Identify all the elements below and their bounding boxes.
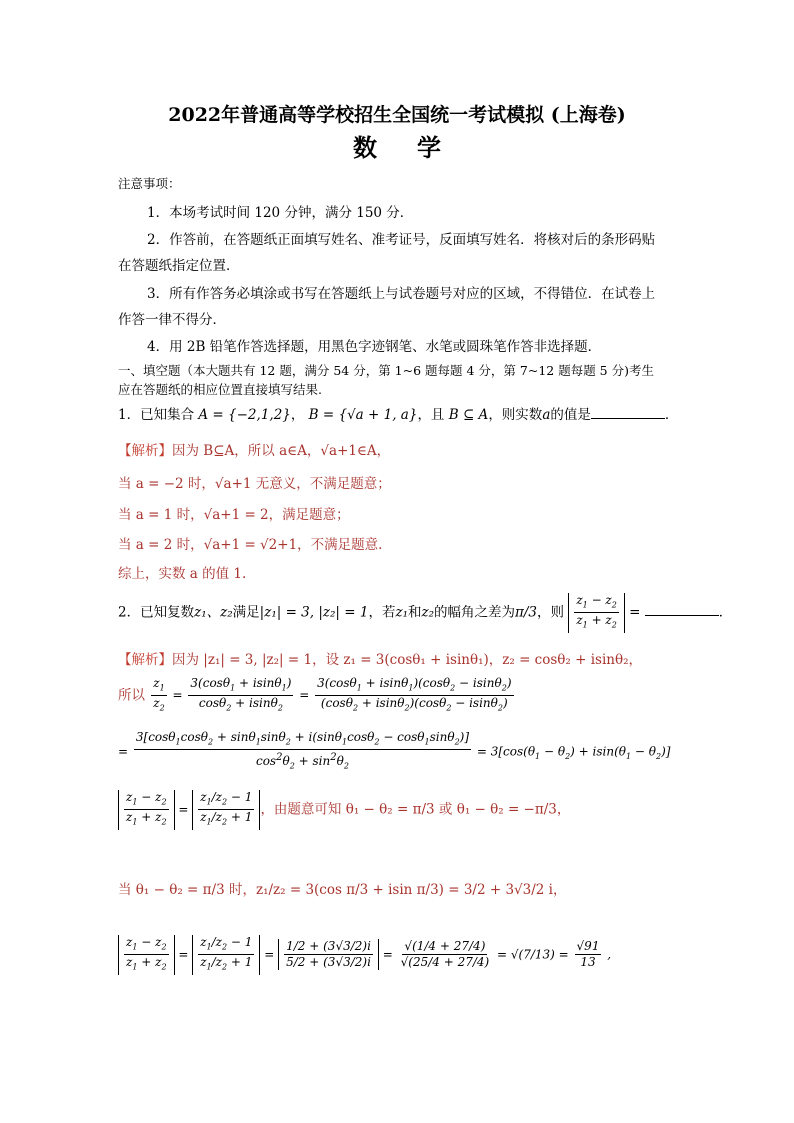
q2-solution-2: 所以 $\frac{z_1}{z_2}$ = $\frac{3(\cos\theta_1 + isin\theta_1)}{\cos\theta_2 + isin\theta_2}$ = $\frac{3(\cos\theta_1 + isin\theta_1)(\cos\theta_2 - isin\theta_2)}{(\cos\theta_2 + isin\theta_2)(\cos\theta_2 - isin\theta_2)}$: [118, 676, 512, 713]
note-item-4: 4．用 2B 铅笔作答选择题，用黑色字迹钢笔、水笔或圆珠笔作答非选择题．: [147, 339, 602, 355]
set-a: A = {−2,1,2}: [198, 407, 291, 423]
answer-blank-2: [645, 602, 719, 616]
q1-solution-1: 【解析】因为 B⊆A，所以 a∈A，√a+1∈A，: [118, 443, 391, 459]
answer-blank: [591, 405, 665, 419]
exam-title: 2022年普通高等学校招生全国统一考试模拟 (上海卷): [168, 104, 626, 126]
section-heading-line2: 应在答题纸的相应位置直接填写结果.: [118, 382, 322, 397]
q1-solution-3: 当 a = 1 时，√a+1 = 2，满足题意；: [118, 507, 350, 523]
section-heading-line1: 一、填空题（本大题共有 12 题，满分 54 分，第 1~6 题每题 4 分，第 7~12 题每题 5 分)考生: [118, 363, 654, 378]
q2-solution-3: = $\frac{3[\cos\theta_1\cos\theta_2 + \sin\theta_1\sin\theta_2 + i(\sin\theta_1\cos\theta_2 - \cos\theta_1\sin\theta_2)]}{\cos^2\theta_2 + \sin^2\theta_2}$ = $3[\cos(\theta_1 - \theta_2) + isin(\theta_1 - \theta_2)]$: [118, 730, 671, 771]
note-item-3a: 3．所有作答务必填涂或书写在答题纸上与试卷题号对应的区域，不得错位．在试卷上: [147, 286, 656, 302]
q1-solution-2: 当 a = −2 时，√a+1 无意义，不满足题意；: [118, 476, 391, 492]
subject-title: 数学: [353, 133, 481, 162]
q2-solution-6: $\frac{z_1 - z_2}{z_1 + z_2}$ = $\frac{z_1/z_2 - 1}{z_1/z_2 + 1}$ = $\frac{1/2 + (3√3/2)i}{5/2 + (3√3/2)i}$ = $\frac{√(1/4 + 27/4)}{√(25/4 + 27/4)}$ = √(7/13) = $\frac{√91}{13}$ ,: [118, 935, 611, 975]
modulus-ratio: $\frac{z_1 - z_2}{z_1 + z_2}$: [568, 593, 625, 633]
question-2: 2．已知复数z₁、z₂满足|z₁| = 3, |z₂| = 1，若z₁和z₂的幅角之差为π/3，则 $\frac{z_1 - z_2}{z_1 + z_2}$ = ．: [118, 593, 732, 633]
note-item-1: 1．本场考试时间 120 分钟，满分 150 分．: [147, 205, 414, 221]
q2-solution-1: 【解析】因为 |z₁| = 3, |z₂| = 1，设 z₁ = 3(cosθ₁ + isinθ₁)，z₂ = cosθ₂ + isinθ₂，: [118, 652, 643, 668]
set-b: B = {√a + 1, a}: [308, 407, 418, 423]
q1-solution-5: 综上，实数 a 的值 1.: [118, 566, 247, 582]
notes-heading: 注意事项：: [118, 176, 181, 191]
note-item-2a: 2．作答前，在答题纸正面填写姓名、准考证号，反面填写姓名．将核对后的条形码贴: [147, 232, 656, 248]
q2-solution-5: 当 θ₁ − θ₂ = π/3 时，z₁/z₂ = 3(cos π/3 + isin π/3) = 3/2 + 3√3/2 i，: [118, 882, 567, 898]
q2-solution-4: $\frac{z_1 - z_2}{z_1 + z_2}$ = $\frac{z_1/z_2 - 1}{z_1/z_2 + 1}$ ，由题意可知 θ₁ − θ₂ = π/3 或 θ₁ − θ₂ = −π/3，: [118, 790, 570, 830]
note-item-3b: 作答一律不得分．: [118, 312, 226, 328]
question-1: 1．已知集合 A = {−2,1,2}， B = {√a + 1, a}，且 B ⊆ A，则实数a的值是 ．: [118, 407, 679, 423]
note-item-2b: 在答题纸指定位置．: [118, 258, 240, 274]
q1-solution-4: 当 a = 2 时，√a+1 = √2+1，不满足题意.: [118, 537, 383, 553]
